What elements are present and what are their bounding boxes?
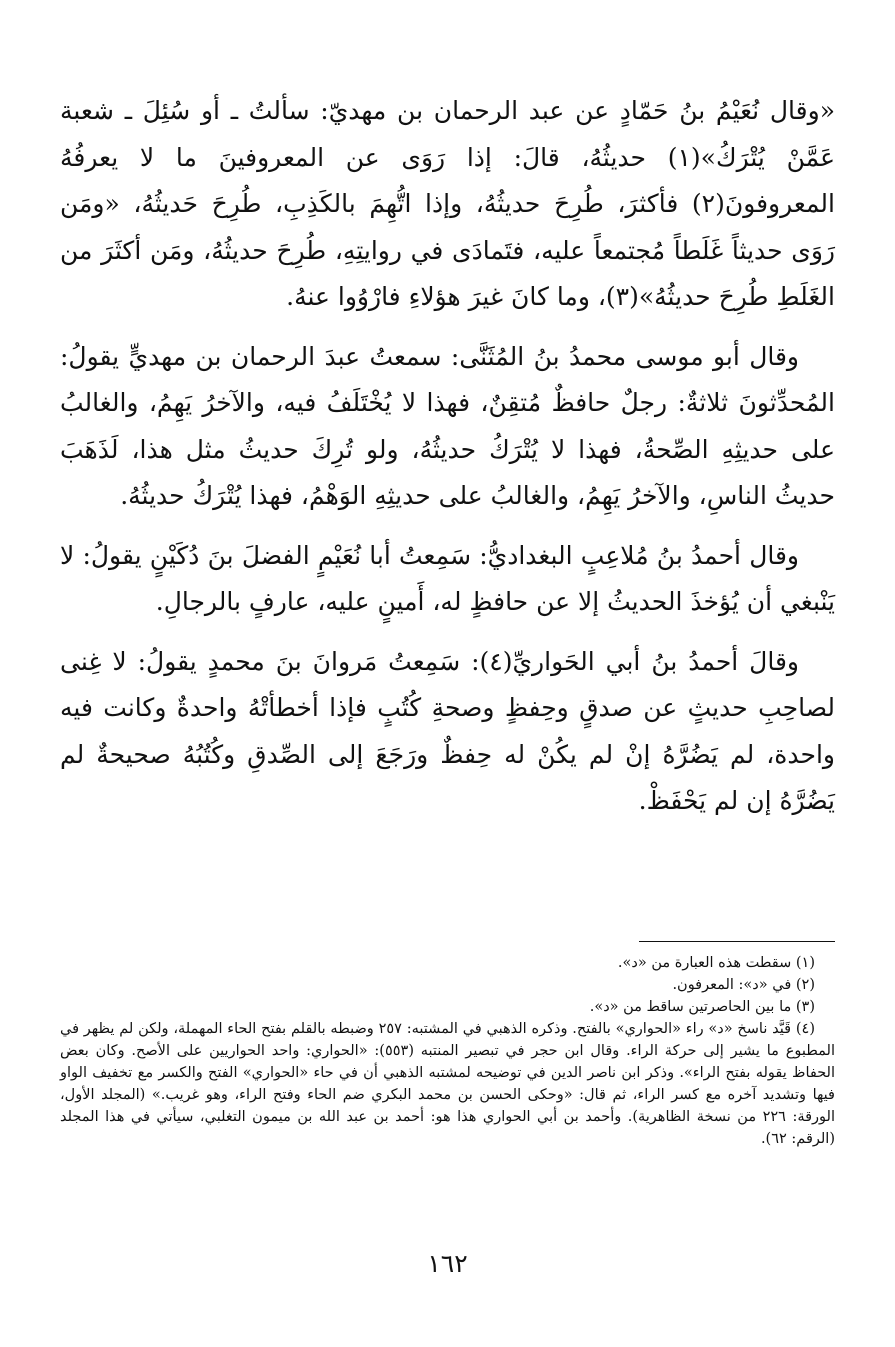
main-text xyxy=(60,88,835,838)
footnote-1: (١) سقطت هذه العبارة من «د». xyxy=(617,955,815,971)
page-number: ١٦٢ xyxy=(427,1249,468,1278)
footnotes xyxy=(60,952,835,1150)
paragraph-3: وقال أحمدُ بنُ مُلاعِبٍ البغداديُّ: سَمِعتُ أبا نُعَيْمٍ الفضلَ بنَ دُكَيْنٍ يقولُ: لا يَنْبغي أن يُؤخذَ الحديثُ إلا عن حافظٍ له، أَمينٍ عليه، عارفٍ بالرجالِ. xyxy=(60,540,835,616)
footnote-2: (٢) في «د»: المعرفون. xyxy=(672,977,815,993)
paragraph-4: وقالَ أحمدُ بنُ أبي الحَواريِّ(٤): سَمِعتُ مَروانَ بنَ محمدٍ يقولُ: لا غِنى لصاحِبِ حديثٍ عن صدقٍ وحِفظٍ وصحةِ كُتُبٍ فإذا أخطأتْهُ واحدةٌ وكانت فيه واحدة، لم يَضُرَّهُ إنْ لم يكُنْ له حِفظٌ ورَجَعَ إلى الصِّدقِ وكُتُبُهُ صحيحةٌ لم يَضُرَّهُ إن لم يَحْفَظْ. xyxy=(60,646,835,815)
footnote-3: (٣) ما بين الحاصرتين ساقط من «د». xyxy=(589,999,815,1015)
footnote-4: (٤) قَيَّد ناسخ «د» راء «الحواري» بالفتح. وذكره الذهبي في المشتبه: ٢٥٧ وضبطه بالقلم بفتح الحاء المهملة، ولكن لم يظهر في المطبوع ما يشير إلى حركة الراء. وقال ابن حجر في تبصير المنتبه (٥٥٣): «الحواري: واحد الحواريين على الأصح. وكان بعض الحفاظ يقوله بفتح الراء». وذكر ابن ناصر الدين في توضيحه لمشتبه الذهبي أن في حاء «الحواري» الفتح والكسر مع تخفيف الواو فيها وتشديد آخره مع كسر الراء، ثم قال: «وحكى الحسن بن محمد البكري ضم الحاء وفتح الراء، وهو غريب.» (المجلد الأول، الورقة: ٢٢٦ من نسخة الظاهرية). وأحمد بن أبي الحواري هذا هو: أحمد بن عبد الله بن ميمون التغلبي، سيأتي في هذا المجلد (الرقم: ٦٢). xyxy=(60,1021,835,1147)
paragraph-2: وقال أبو موسى محمدُ بنُ المُثَنَّى: سمعتُ عبدَ الرحمان بن مهديٍّ يقولُ: المُحدِّثونَ ثلاثةٌ: رجلٌ حافظٌ مُتقِنٌ، فهذا لا يُخْتَلَفُ فيه، والآخرُ يَهِمُ، والغالبُ على حديثِهِ الصِّحةُ، فهذا لا يُتْرَكُ حديثُهُ، ولو تُرِكَ حديثُ مثل هذا، لَذَهَبَ حديثُ الناسِ، والآخرُ يَهِمُ، والغالبُ على حديثِهِ الوَهْمُ، فهذا يُتْرَكُ حديثُهُ. xyxy=(60,341,835,510)
footnote-divider xyxy=(639,941,835,942)
paragraph-1: «وقال نُعَيْمُ بنُ حَمّادٍ عن عبد الرحمان بن مهديّ: سألتُ ـ أو سُئِلَ ـ شعبة عَمَّنْ يُتْرَكُ»(١) حديثُهُ، قالَ: إذا رَوَى عن المعروفينَ ما لا يعرفُهُ المعروفونَ(٢) فأكثرَ، طُرِحَ حديثُهُ، وإذا اتُّهِمَ بالكَذِبِ، طُرِحَ حَديثُهُ، «ومَن رَوَى حديثاً غَلَطاً مُجتمعاً عليه، فتَمادَى في روايتِهِ، طُرِحَ حديثُهُ، ومَن أكثَرَ من الغَلَطِ طُرِحَ حديثُهُ»(٣)، وما كانَ غيرَ هؤلاءِ فارْوُوا عنهُ. xyxy=(60,96,835,311)
